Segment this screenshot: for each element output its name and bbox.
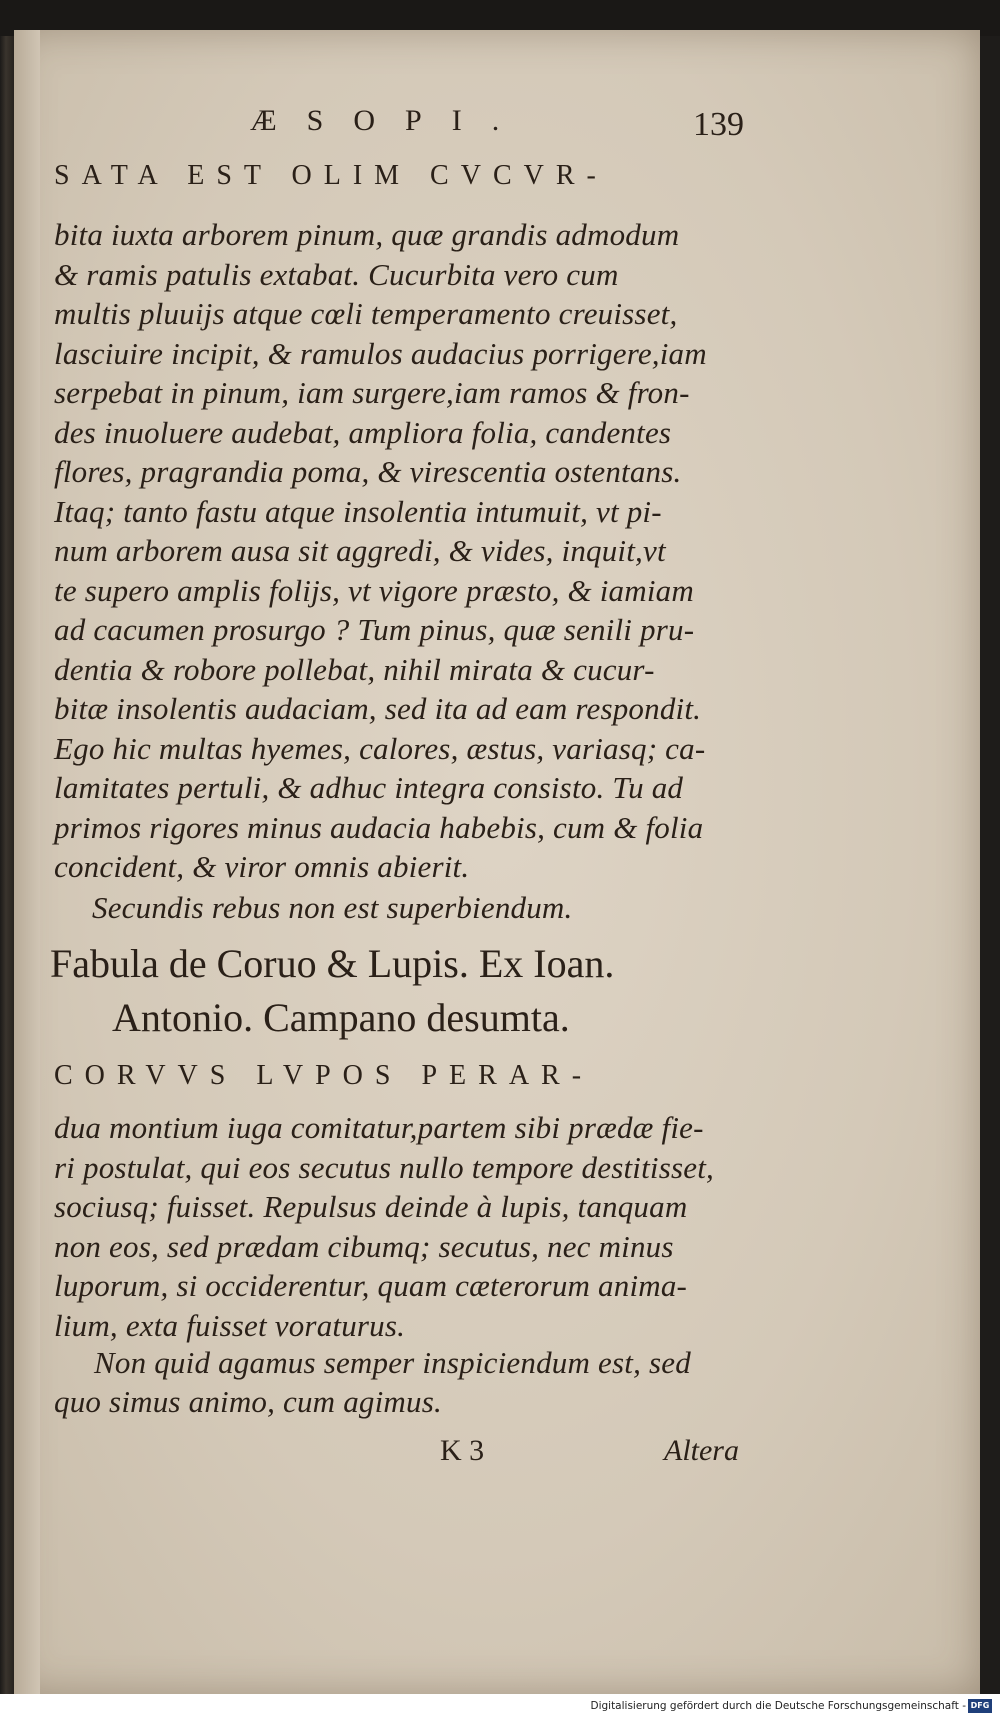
text-line: Ego hic multas hyemes, calores, æstus, variasq; ca- bbox=[54, 730, 706, 766]
text-line: dua montium iuga comitatur,partem sibi prædæ fie- bbox=[54, 1110, 704, 1145]
text-line: luporum, si occiderentur, quam cæterorum anima- bbox=[54, 1268, 688, 1303]
text-line: ad cacumen prosurgo ? Tum pinus, quæ senili pru- bbox=[54, 612, 695, 647]
text-line: multis pluuijs atque cœli temperamento creuisset, bbox=[54, 296, 678, 331]
running-title: ÆSOPI. bbox=[250, 104, 530, 137]
fable1-opening: SATA EST OLIM CVCVR- bbox=[54, 160, 608, 191]
text-line: lasciuire incipit, & ramulos audacius porrigere,iam bbox=[54, 335, 707, 371]
catchword: Altera bbox=[664, 1434, 739, 1467]
text-line: bita iuxta arborem pinum, quæ grandis admodum bbox=[54, 217, 680, 252]
text-line: non eos, sed prædam cibumq; secutus, nec minus bbox=[54, 1228, 674, 1264]
text-line: bitæ insolentis audaciam, sed ita ad eam respondit. bbox=[54, 691, 702, 726]
text-line: ri postulat, qui eos secutus nullo tempore destitisset, bbox=[54, 1149, 714, 1185]
attribution-text: Digitalisierung gefördert durch die Deutsche Forschungsgemeinschaft - bbox=[590, 1700, 966, 1712]
text-line: Itaq; tanto fastu atque insolentia intumuit, vt pi- bbox=[54, 493, 662, 529]
fable2-title-line2: Antonio. Campano desumta. bbox=[112, 995, 570, 1040]
text-line: sociusq; fuisset. Repulsus deinde à lupis, tanquam bbox=[54, 1189, 688, 1224]
text-line: lium, exta fuisset voraturus. bbox=[54, 1307, 406, 1343]
text-line: flores, pragrandia poma, & virescentia ostentans. bbox=[54, 454, 682, 489]
text-line: concident, & viror omnis abierit. bbox=[54, 849, 470, 884]
page-number: 139 bbox=[693, 106, 744, 143]
signature-mark: K 3 bbox=[440, 1434, 485, 1467]
text-line: & ramis patulis extabat. Cucurbita vero cum bbox=[54, 256, 619, 292]
text-line: dentia & robore pollebat, nihil mirata & cucur- bbox=[54, 651, 655, 687]
text-line: te supero amplis folijs, vt vigore præsto, & iamiam bbox=[54, 572, 694, 608]
fable1-moral: Secundis rebus non est superbiendum. bbox=[92, 890, 573, 925]
fable2-moral-line1: Non quid agamus semper inspiciendum est, sed bbox=[94, 1345, 691, 1380]
fable2-moral-line2: quo simus animo, cum agimus. bbox=[54, 1384, 442, 1419]
fable2-title-line1: Fabula de Coruo & Lupis. Ex Ioan. bbox=[50, 941, 615, 986]
text-line: serpebat in pinum, iam surgere,iam ramos & fron- bbox=[54, 375, 690, 410]
text-line: lamitates pertuli, & adhuc integra consisto. Tu ad bbox=[54, 770, 684, 805]
text-line: des inuoluere audebat, ampliora folia, candentes bbox=[54, 414, 672, 450]
page-gutter-edge bbox=[14, 30, 40, 1694]
text-line: primos rigores minus audacia habebis, cum & folia bbox=[54, 809, 704, 845]
fable2-opening: CORVVS LVPOS PERAR- bbox=[54, 1060, 594, 1091]
dfg-logo: DFG bbox=[968, 1699, 992, 1713]
text-line: num arborem ausa sit aggredi, & vides, inquit,vt bbox=[54, 533, 666, 568]
